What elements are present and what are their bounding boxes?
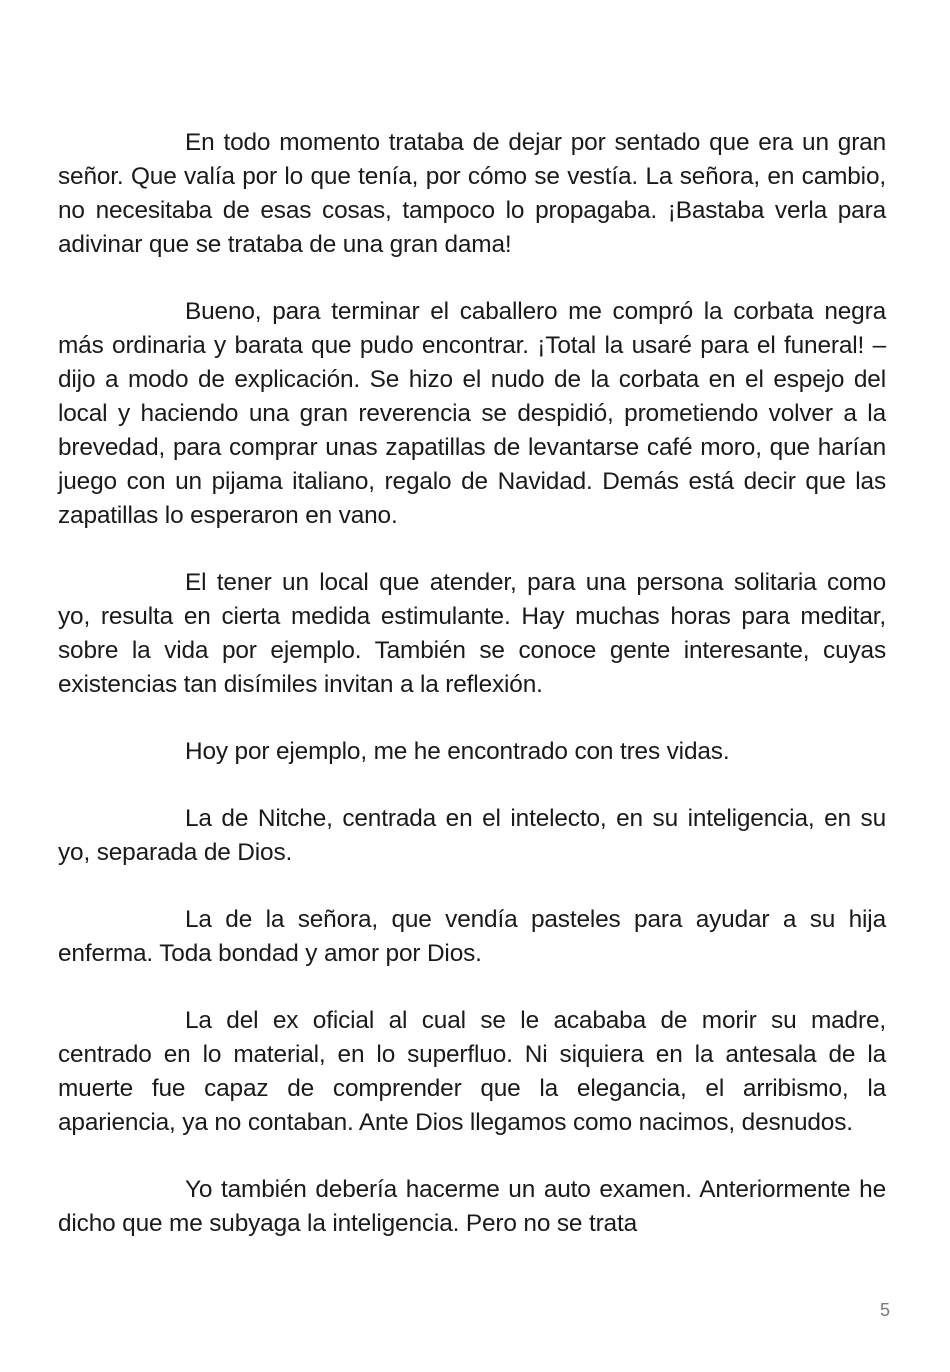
paragraph-2: Bueno, para terminar el caballero me compró la corbata negra más ordinaria y barata que pudo encontrar. ¡Total la usaré para el funeral! –dijo a modo de explicación. Se hizo el nudo de la corbata en el espejo del local y haciendo una gran reverencia se despidió, prometiendo volver a la brevedad, para comprar unas zapatillas de levantarse café moro, que harían juego con un pijama italiano, regalo de Navidad. Demás está decir que las zapatillas lo esperaron en vano. [58, 298, 886, 529]
page-number: 5 [879, 1300, 890, 1320]
paragraph-7: La del ex oficial al cual se le acababa de morir su madre, centrado en lo material, en lo superfluo. Ni siquiera en la antesala de la muerte fue capaz de comprender que la elegancia, el arribismo, la apariencia, ya no contaban. Ante Dios llegamos como nacimos, desnudos. [58, 1007, 886, 1136]
document-body [58, 126, 886, 1274]
paragraph-3: El tener un local que atender, para una persona solitaria como yo, resulta en cierta medida estimulante. Hay muchas horas para meditar, sobre la vida por ejemplo. También se conoce gente interesante, cuyas existencias tan disímiles invitan a la reflexión. [58, 569, 886, 698]
paragraph-1: En todo momento trataba de dejar por sentado que era un gran señor. Que valía por lo que tenía, por cómo se vestía. La señora, en cambio, no necesitaba de esas cosas, tampoco lo propagaba. ¡Bastaba verla para adivinar que se trataba de una gran dama! [58, 129, 886, 258]
paragraph-6: La de la señora, que vendía pasteles para ayudar a su hija enferma. Toda bondad y amor por Dios. [58, 906, 886, 967]
paragraph-5: La de Nitche, centrada en el intelecto, en su inteligencia, en su yo, separada de Dios. [58, 805, 886, 866]
paragraph-4: Hoy por ejemplo, me he encontrado con tres vidas. [185, 738, 730, 765]
paragraph-8: Yo también debería hacerme un auto examen. Anteriormente he dicho que me subyaga la inteligencia. Pero no se trata [58, 1176, 886, 1237]
